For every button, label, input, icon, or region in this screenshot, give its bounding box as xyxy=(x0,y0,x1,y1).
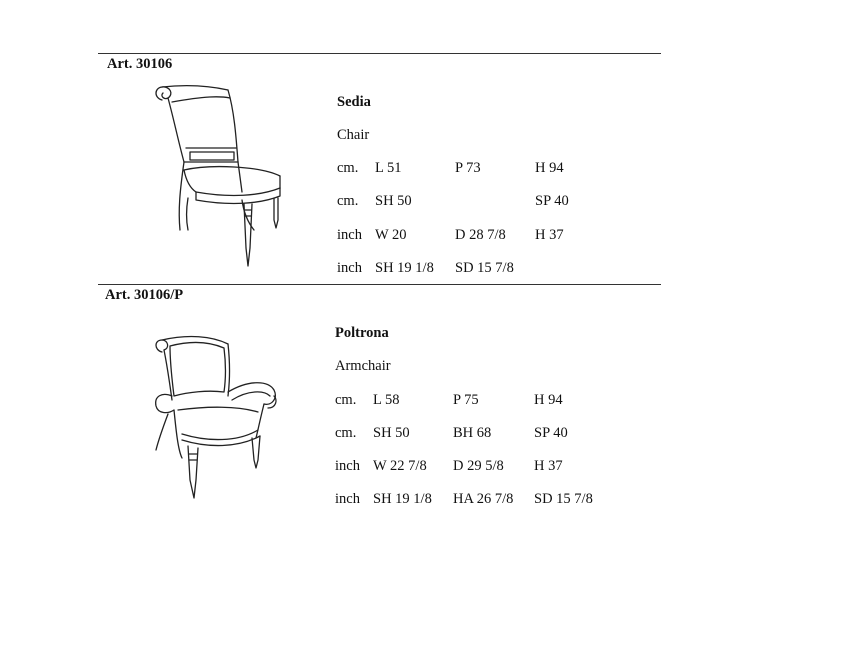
product-name: Poltrona xyxy=(335,325,389,341)
dimension-row xyxy=(337,227,637,247)
dimension-a: L 58 xyxy=(373,392,400,408)
unit-label: cm. xyxy=(337,160,359,176)
dimension-c: H 37 xyxy=(534,458,563,474)
dimension-a: SH 50 xyxy=(375,193,412,209)
dimension-c: H 94 xyxy=(534,392,563,408)
dimension-b: HA 26 7/8 xyxy=(453,491,514,507)
dimension-c: H 94 xyxy=(535,160,564,176)
unit-label: cm. xyxy=(335,392,357,408)
product-subtitle: Chair xyxy=(337,127,370,143)
dimension-a: SH 19 1/8 xyxy=(373,491,432,507)
product-name: Sedia xyxy=(337,94,371,110)
dimension-a: L 51 xyxy=(375,160,402,176)
unit-label: inch xyxy=(335,491,360,507)
unit-label: inch xyxy=(337,227,362,243)
dimension-row xyxy=(335,392,635,412)
dimension-a: W 20 xyxy=(375,227,407,243)
dimension-a: SH 50 xyxy=(373,425,410,441)
product-subtitle: Armchair xyxy=(335,358,391,374)
dimension-b: P 73 xyxy=(455,160,481,176)
chair-drawing xyxy=(150,80,290,270)
dimension-a: SH 19 1/8 xyxy=(375,260,434,276)
article-number: Art. 30106/P xyxy=(105,287,184,303)
divider-top xyxy=(98,53,661,54)
article-number: Art. 30106 xyxy=(107,56,173,72)
unit-label: cm. xyxy=(335,425,357,441)
dimension-row xyxy=(335,425,635,445)
armchair-drawing xyxy=(148,330,288,505)
unit-label: inch xyxy=(337,260,362,276)
unit-label: inch xyxy=(335,458,360,474)
dimension-b: D 28 7/8 xyxy=(455,227,506,243)
dimension-row xyxy=(337,160,637,180)
dimension-row xyxy=(337,260,637,280)
divider-middle xyxy=(98,284,661,285)
dimension-b: P 75 xyxy=(453,392,479,408)
dimension-c: H 37 xyxy=(535,227,564,243)
dimension-row xyxy=(335,458,635,478)
dimension-c: SP 40 xyxy=(535,193,569,209)
dimension-b: SD 15 7/8 xyxy=(455,260,514,276)
dimension-row xyxy=(335,491,635,511)
dimension-c: SP 40 xyxy=(534,425,568,441)
unit-label: cm. xyxy=(337,193,359,209)
dimension-row xyxy=(337,193,637,213)
dimension-b: D 29 5/8 xyxy=(453,458,504,474)
dimension-b: BH 68 xyxy=(453,425,492,441)
dimension-a: W 22 7/8 xyxy=(373,458,427,474)
dimension-c: SD 15 7/8 xyxy=(534,491,593,507)
